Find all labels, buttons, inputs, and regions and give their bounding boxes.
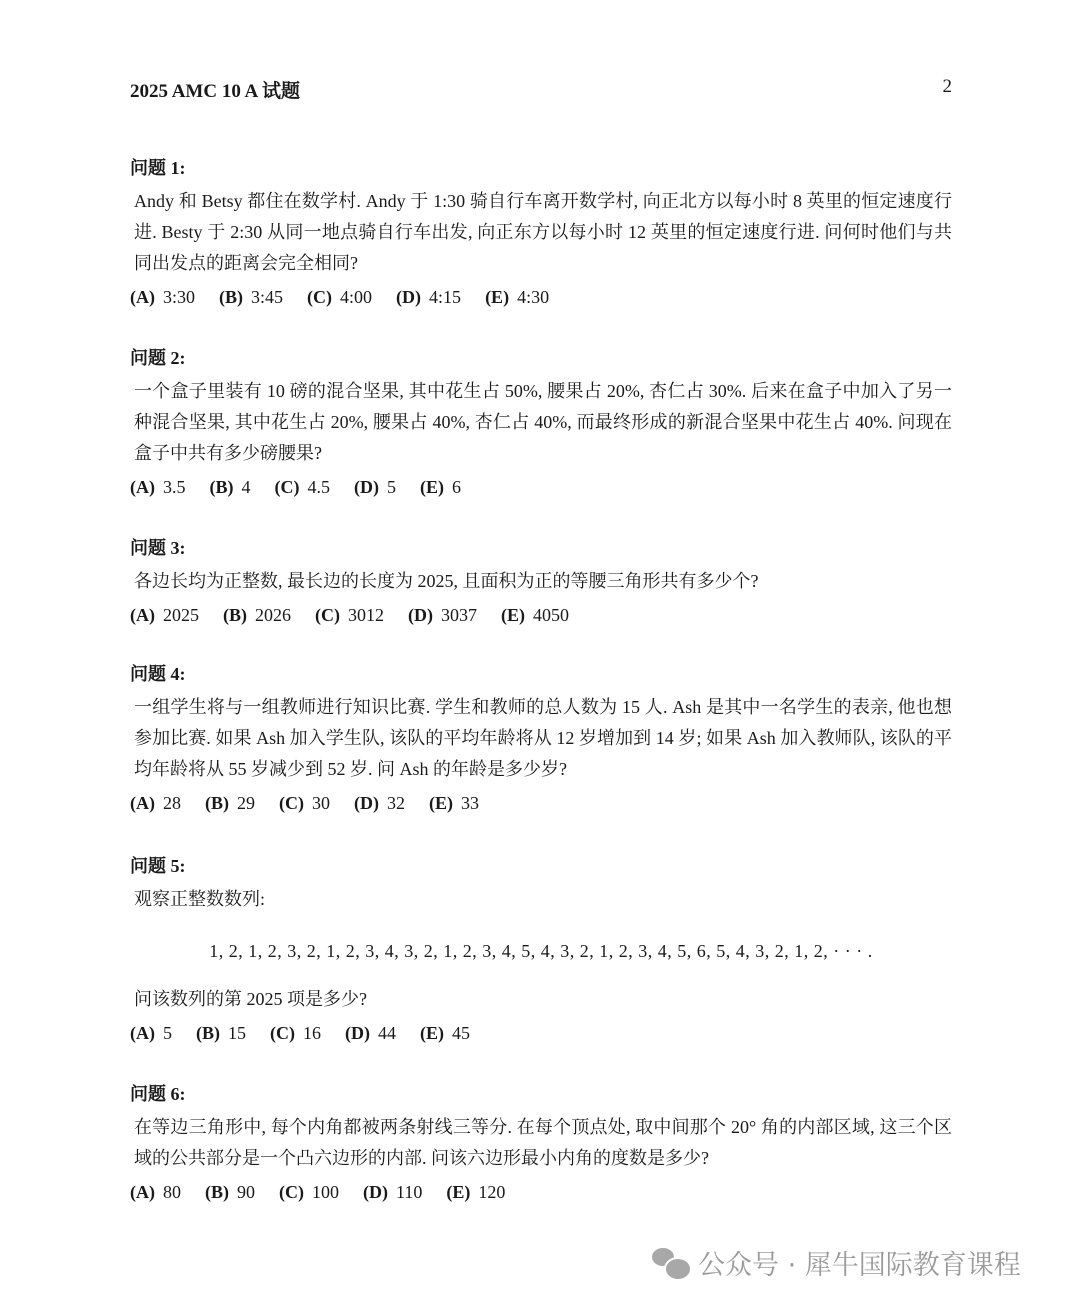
choice-d: (D) 44 — [345, 1023, 396, 1043]
choice-d: (D) 110 — [363, 1182, 423, 1202]
watermark-text: 公众号 · 犀牛国际教育课程 — [698, 1250, 1021, 1281]
problem-text: 在等边三角形中, 每个内角都被两条射线三等分. 在每个顶点处, 取中间那个 20° 角的内部区域, 这三个区域的公共部分是一个凸六边形的内部. 问该六边形最小内角的度数是多少? — [134, 1117, 952, 1168]
choice-e: (E) 33 — [429, 793, 479, 813]
problem-6 — [130, 1080, 952, 1203]
choice-c: (C) 16 — [270, 1023, 321, 1043]
choice-d: (D) 32 — [354, 793, 405, 813]
wechat-icon — [652, 1248, 690, 1278]
number-sequence: 1, 2, 1, 2, 3, 2, 1, 2, 3, 4, 3, 2, 1, 2, 3, 4, 5, 4, 3, 2, 1, 2, 3, 4, 5, 6, 5, 4, 3, 2, 1, 2, · · · . — [209, 941, 873, 961]
choice-c: (C) 100 — [279, 1182, 339, 1202]
problem-question: 问该数列的第 2025 项是多少? — [134, 989, 367, 1009]
watermark — [652, 1243, 1021, 1282]
choice-a: (A) 3.5 — [130, 477, 186, 497]
choice-e: (E) 6 — [420, 477, 461, 497]
choice-a: (A) 28 — [130, 793, 181, 813]
choice-a: (A) 2025 — [130, 605, 199, 625]
problem-4 — [130, 660, 952, 814]
choice-b: (B) 3:45 — [219, 287, 284, 307]
choice-b: (B) 15 — [196, 1023, 246, 1043]
choice-d: (D) 3037 — [408, 605, 477, 625]
choice-a: (A) 3:30 — [130, 287, 196, 307]
choice-c: (C) 4.5 — [274, 477, 330, 497]
problem-text: 各边长均为正整数, 最长边的长度为 2025, 且面积为正的等腰三角形共有多少个? — [134, 571, 759, 591]
answer-choices — [130, 477, 952, 498]
problem-title: 问题 5: — [130, 856, 186, 876]
choice-a: (A) 5 — [130, 1023, 172, 1043]
choice-b: (B) 29 — [205, 793, 255, 813]
choice-c: (C) 4:00 — [307, 287, 373, 307]
problem-2 — [130, 344, 952, 498]
page-number: 2 — [942, 76, 952, 97]
problem-3 — [130, 534, 952, 626]
choice-c: (C) 30 — [279, 793, 330, 813]
answer-choices — [130, 287, 952, 308]
problem-title: 问题 6: — [130, 1084, 186, 1104]
answer-choices — [130, 1182, 952, 1203]
choice-b: (B) 2026 — [223, 605, 291, 625]
choice-e: (E) 4050 — [501, 605, 569, 625]
answer-choices — [130, 605, 952, 626]
problem-title: 问题 3: — [130, 538, 186, 558]
choice-a: (A) 80 — [130, 1182, 181, 1202]
document-title: 2025 AMC 10 A 试题 — [130, 81, 300, 102]
page-header — [130, 76, 952, 103]
problem-5 — [130, 852, 952, 1044]
choice-c: (C) 3012 — [315, 605, 384, 625]
problem-text: Andy 和 Betsy 都住在数学村. Andy 于 1:30 骑自行车离开数学村, 向正北方以每小时 8 英里的恒定速度行进. Besty 于 2:30 从同一地点骑自行车出发, 向正东方以每小时 12 英里的恒定速度行进. 问何时他们与共同出发点的距离会完全相同? — [134, 191, 952, 273]
choice-b: (B) 90 — [205, 1182, 255, 1202]
problem-title: 问题 4: — [130, 664, 186, 684]
choice-e: (E) 120 — [446, 1182, 506, 1202]
choice-d: (D) 4:15 — [396, 287, 462, 307]
choice-e: (E) 4:30 — [485, 287, 550, 307]
choice-e: (E) 45 — [420, 1023, 470, 1043]
choice-b: (B) 4 — [209, 477, 251, 497]
answer-choices — [130, 1023, 952, 1044]
problem-title: 问题 2: — [130, 348, 186, 368]
problem-text: 一个盒子里装有 10 磅的混合坚果, 其中花生占 50%, 腰果占 20%, 杏仁占 30%. 后来在盒子中加入了另一种混合坚果, 其中花生占 20%, 腰果占 40%, 杏仁占 40%, 而最终形成的新混合坚果中花生占 40%. 问现在盒子中共有多少磅腰果? — [134, 381, 952, 463]
problem-text: 观察正整数数列: — [134, 889, 266, 909]
choice-d: (D) 5 — [354, 477, 396, 497]
problem-1 — [130, 154, 952, 308]
problem-title: 问题 1: — [130, 158, 186, 178]
problem-text: 一组学生将与一组教师进行知识比赛. 学生和教师的总人数为 15 人. Ash 是其中一名学生的表亲, 他也想参加比赛. 如果 Ash 加入学生队, 该队的平均年龄将从 12 岁增加到 14 岁; 如果 Ash 加入教师队, 该队的平均年龄将从 55 岁减少到 52 岁. 问 Ash 的年龄是多少岁? — [134, 697, 952, 779]
answer-choices — [130, 793, 952, 814]
